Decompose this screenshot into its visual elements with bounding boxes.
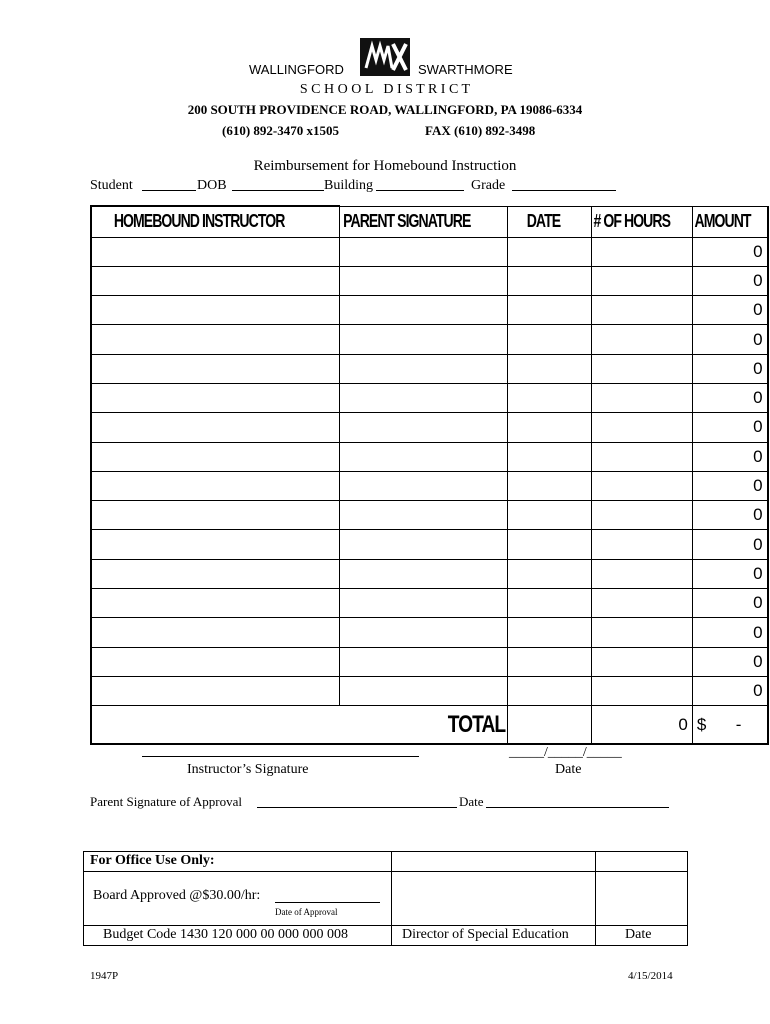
date-cell[interactable]: [507, 442, 591, 471]
parent-signature-cell[interactable]: [339, 442, 507, 471]
homebound-table: [90, 205, 769, 745]
hours-cell[interactable]: [591, 676, 692, 705]
hours-cell[interactable]: [591, 501, 692, 530]
amount-cell: 0: [692, 296, 767, 325]
table-row: [91, 530, 768, 559]
instructor-cell[interactable]: [91, 589, 339, 618]
parent-signature-cell[interactable]: [339, 618, 507, 647]
total-label-cell: [91, 706, 507, 744]
instructor-cell[interactable]: [91, 442, 339, 471]
date-cell[interactable]: [507, 383, 591, 412]
amount-cell: 0: [692, 442, 767, 471]
amount-cell: 0: [692, 530, 767, 559]
table-row: [91, 589, 768, 618]
school-district-heading: S C H O O L D I S T R I C T: [299, 82, 471, 97]
office-date-label: Date: [625, 927, 652, 942]
parent-signature-cell[interactable]: [339, 383, 507, 412]
hours-cell[interactable]: [591, 413, 692, 442]
column-header-instructor: HOMEBOUND INSTRUCTOR: [91, 206, 339, 237]
parent-signature-cell[interactable]: [339, 501, 507, 530]
board-approved-cell: [84, 872, 392, 926]
parent-signature-cell[interactable]: [339, 676, 507, 705]
student-field[interactable]: [142, 190, 196, 191]
instructor-cell[interactable]: [91, 559, 339, 588]
parent-date-line[interactable]: [486, 807, 669, 808]
instructor-date-field[interactable]: _____/_____/_____: [509, 745, 622, 760]
date-of-approval-label: Date of Approval: [275, 907, 338, 917]
table-row: [91, 471, 768, 500]
table-row: [91, 383, 768, 412]
instructor-cell[interactable]: [91, 383, 339, 412]
table-row: [91, 237, 768, 266]
amount-cell: 0: [692, 354, 767, 383]
instructor-date-label: Date: [555, 762, 582, 777]
date-cell[interactable]: [507, 647, 591, 676]
column-header-parent-signature: PARENT SIGNATURE: [339, 206, 507, 237]
director-label: Director of Special Education: [402, 927, 569, 942]
form-title: Reimbursement for Homebound Instruction: [253, 158, 517, 174]
table-row: [91, 501, 768, 530]
instructor-cell[interactable]: [91, 296, 339, 325]
district-fax: FAX (610) 892-3498: [425, 123, 536, 138]
total-date-cell: [507, 706, 591, 744]
amount-cell: 0: [692, 266, 767, 295]
table-row: [91, 618, 768, 647]
date-cell[interactable]: [507, 559, 591, 588]
parent-signature-cell[interactable]: [339, 647, 507, 676]
date-cell[interactable]: [507, 296, 591, 325]
revision-date: 4/15/2014: [628, 970, 673, 982]
total-hours: 0: [591, 706, 692, 744]
instructor-cell[interactable]: [91, 266, 339, 295]
hours-cell[interactable]: [591, 383, 692, 412]
parent-signature-cell[interactable]: [339, 530, 507, 559]
date-cell[interactable]: [507, 266, 591, 295]
instructor-cell[interactable]: [91, 530, 339, 559]
parent-signature-cell[interactable]: [339, 354, 507, 383]
hours-cell[interactable]: [591, 442, 692, 471]
total-currency: $: [696, 714, 707, 734]
table-row: [91, 559, 768, 588]
hours-cell[interactable]: [591, 325, 692, 354]
parent-approval-label: Parent Signature of Approval: [90, 794, 242, 809]
table-row: [91, 413, 768, 442]
amount-cell: 0: [692, 471, 767, 500]
office-date-label-cell: [596, 926, 688, 946]
column-header-amount: AMOUNT: [692, 206, 767, 237]
table-row: [91, 354, 768, 383]
date-cell[interactable]: [507, 501, 591, 530]
hours-cell[interactable]: [591, 354, 692, 383]
grade-label: Grade: [471, 178, 506, 193]
building-field[interactable]: [376, 190, 464, 191]
hours-cell[interactable]: [591, 559, 692, 588]
total-amount: -: [735, 714, 742, 734]
amount-cell: 0: [692, 383, 767, 412]
hours-cell[interactable]: [591, 266, 692, 295]
table-row: [91, 325, 768, 354]
hours-cell[interactable]: [591, 530, 692, 559]
amount-cell: 0: [692, 647, 767, 676]
district-address: 200 SOUTH PROVIDENCE ROAD, WALLINGFORD, PA 19086-6334: [187, 102, 583, 117]
amount-cell: 0: [692, 501, 767, 530]
instructor-cell[interactable]: [91, 354, 339, 383]
table-row: [91, 676, 768, 705]
district-name-right: SWARTHMORE: [418, 62, 513, 77]
director-date-cell[interactable]: [596, 872, 688, 926]
building-label: Building: [324, 178, 374, 193]
table-row: [91, 296, 768, 325]
date-cell[interactable]: [507, 237, 591, 266]
amount-cell: 0: [692, 676, 767, 705]
instructor-cell[interactable]: [91, 501, 339, 530]
budget-code: Budget Code 1430 120 000 00 000 000 008: [103, 927, 348, 942]
parent-approval-line[interactable]: [257, 807, 457, 808]
date-cell[interactable]: [507, 354, 591, 383]
dob-field[interactable]: [232, 190, 324, 191]
instructor-cell[interactable]: [91, 676, 339, 705]
hours-cell[interactable]: [591, 471, 692, 500]
parent-signature-cell[interactable]: [339, 237, 507, 266]
parent-signature-cell[interactable]: [339, 589, 507, 618]
amount-cell: 0: [692, 325, 767, 354]
student-label: Student: [90, 178, 133, 193]
table-row: [91, 442, 768, 471]
district-name-left: WALLINGFORD: [249, 62, 344, 77]
date-cell[interactable]: [507, 618, 591, 647]
office-heading-cell: [84, 852, 392, 872]
date-cell[interactable]: [507, 530, 591, 559]
parent-signature-cell[interactable]: [339, 471, 507, 500]
date-cell[interactable]: [507, 676, 591, 705]
date-cell[interactable]: [507, 413, 591, 442]
district-logo: [360, 38, 410, 76]
hours-cell[interactable]: [591, 296, 692, 325]
amount-cell: 0: [692, 559, 767, 588]
hours-cell[interactable]: [591, 237, 692, 266]
grade-field[interactable]: [512, 190, 616, 191]
column-header-date: DATE: [507, 206, 591, 237]
parent-date-label: Date: [459, 794, 484, 809]
instructor-cell[interactable]: [91, 647, 339, 676]
dob-label: DOB: [197, 178, 227, 193]
parent-signature-cell[interactable]: [339, 296, 507, 325]
instructor-cell[interactable]: [91, 618, 339, 647]
table-row: [91, 647, 768, 676]
director-label-cell: [392, 926, 596, 946]
office-heading: For Office Use Only:: [90, 853, 215, 868]
parent-signature-cell[interactable]: [339, 325, 507, 354]
instructor-signature-line[interactable]: [142, 756, 419, 757]
table-row: [91, 266, 768, 295]
budget-code-cell: [84, 926, 392, 946]
board-approved-line[interactable]: [275, 902, 380, 903]
table-header-row: [91, 206, 768, 237]
hours-cell[interactable]: [591, 647, 692, 676]
amount-cell: 0: [692, 237, 767, 266]
district-phone: (610) 892-3470 x1505: [222, 123, 339, 138]
form-number: 1947P: [90, 970, 119, 982]
instructor-cell[interactable]: [91, 413, 339, 442]
column-header-hours: # OF HOURS: [591, 206, 692, 237]
total-row: [91, 706, 768, 744]
amount-cell: 0: [692, 413, 767, 442]
hours-cell[interactable]: [591, 618, 692, 647]
parent-signature-cell[interactable]: [339, 413, 507, 442]
office-use-table: [83, 851, 688, 946]
parent-signature-cell[interactable]: [339, 266, 507, 295]
instructor-signature-label: Instructor’s Signature: [187, 762, 309, 777]
instructor-cell[interactable]: [91, 471, 339, 500]
total-amount-cell: [692, 706, 767, 744]
total-label: TOTAL: [447, 710, 506, 738]
director-signature-cell[interactable]: [392, 872, 596, 926]
date-cell[interactable]: [507, 325, 591, 354]
hours-cell[interactable]: [591, 589, 692, 618]
date-cell[interactable]: [507, 589, 591, 618]
instructor-cell[interactable]: [91, 237, 339, 266]
amount-cell: 0: [692, 589, 767, 618]
instructor-cell[interactable]: [91, 325, 339, 354]
amount-cell: 0: [692, 618, 767, 647]
office-date-top-cell: [596, 852, 688, 872]
office-director-top-cell: [392, 852, 596, 872]
date-cell[interactable]: [507, 471, 591, 500]
parent-signature-cell[interactable]: [339, 559, 507, 588]
board-approved-label: Board Approved @$30.00/hr:: [93, 888, 261, 903]
